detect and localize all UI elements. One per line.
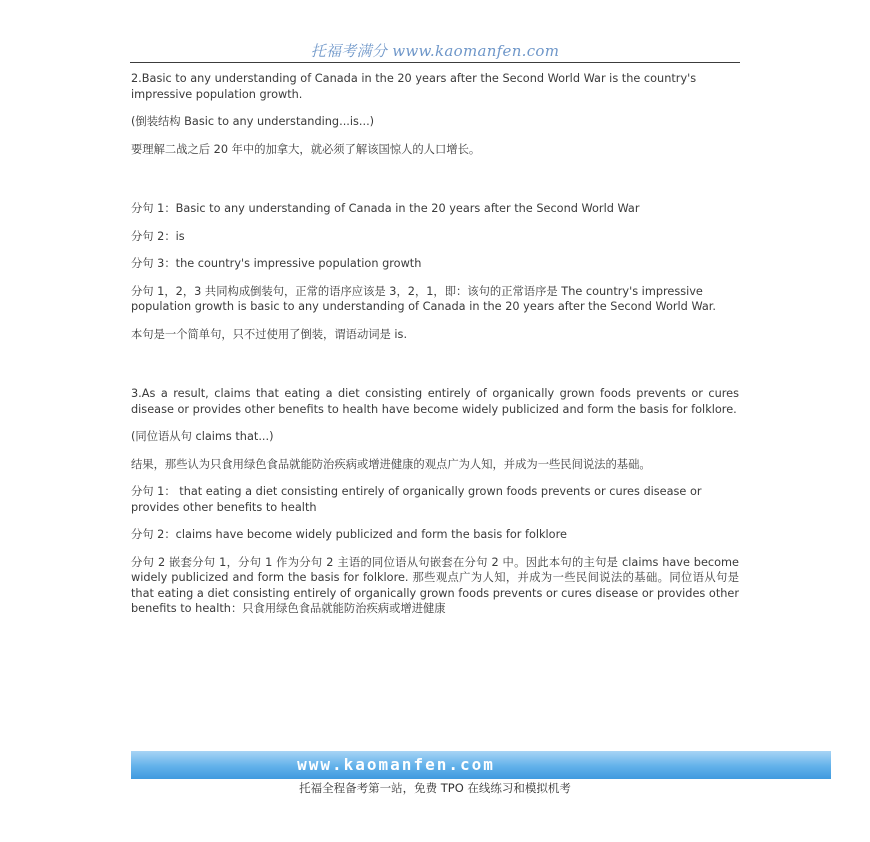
clause-2-2: 分句 2：is (131, 229, 185, 243)
document-body (131, 71, 739, 629)
translation-2: 要理解二战之后 20 年中的加拿大，就必须了解该国惊人的人口增长。 (131, 142, 481, 156)
spacer (131, 354, 739, 386)
spacer (131, 169, 739, 201)
footer-banner (131, 751, 831, 779)
clause-2-3: 分句 2：claims have become widely publicized and form the basis for folklore (131, 528, 567, 541)
footer-banner-url: www.kaomanfen.com (297, 755, 495, 774)
analysis-2: 分句 1，2，3 共同构成倒装句，正常的语序应该是 3，2，1，即：该句的正常语序是 The country's impressive population growth is basic to any understanding of Canada in the 20 years after the Second World War. (131, 284, 717, 313)
clause-1-2: 分句 1：Basic to any understanding of Canada in the 20 years after the Second World War (131, 202, 640, 215)
sentence-3: 3.As a result, claims that eating a diet consisting entirely of organically grown foods prevents or cures disease or provides other benefits to health have become widely publicized and form the basis for folklore. (131, 387, 739, 416)
header-title: 托福考满分 www.kaomanfen.com (310, 42, 560, 60)
clause-1-3: 分句 1： that eating a diet consisting entirely of organically grown foods prevents or cures disease or provides other benefits to health (131, 485, 702, 514)
clause-3-2: 分句 3：the country's impressive population growth (131, 257, 422, 270)
header-divider (130, 62, 740, 63)
analysis-3: 分句 2 嵌套分句 1，分句 1 作为分句 2 主语的同位语从句嵌套在分句 2 中。因此本句的主句是 claims have become widely publicized and form the basis for folklore. 那些观点广为人知，并成为一些民间说法的基础。同位语从句是 that eating a diet consisting entirely of organically grown foods prevents or cures disease or provides other benefits to health：只食用绿色食品就能防治疾病或增进健康 (131, 555, 739, 615)
summary-2: 本句是一个简单句，只不过使用了倒装，谓语动词是 is. (131, 327, 408, 341)
structure-note-3: (同位语从句 claims that...) (131, 430, 274, 443)
footer-caption: 托福全程备考第一站，免费 TPO 在线练习和模拟机考 (299, 781, 571, 795)
sentence-2: 2.Basic to any understanding of Canada in the 20 years after the Second World War is the country's impressive population growth. (131, 72, 697, 101)
translation-3: 结果，那些认为只食用绿色食品就能防治疾病或增进健康的观点广为人知，并成为一些民间说法的基础。 (131, 457, 651, 471)
structure-note-2: (倒装结构 Basic to any understanding...is...) (131, 115, 375, 128)
